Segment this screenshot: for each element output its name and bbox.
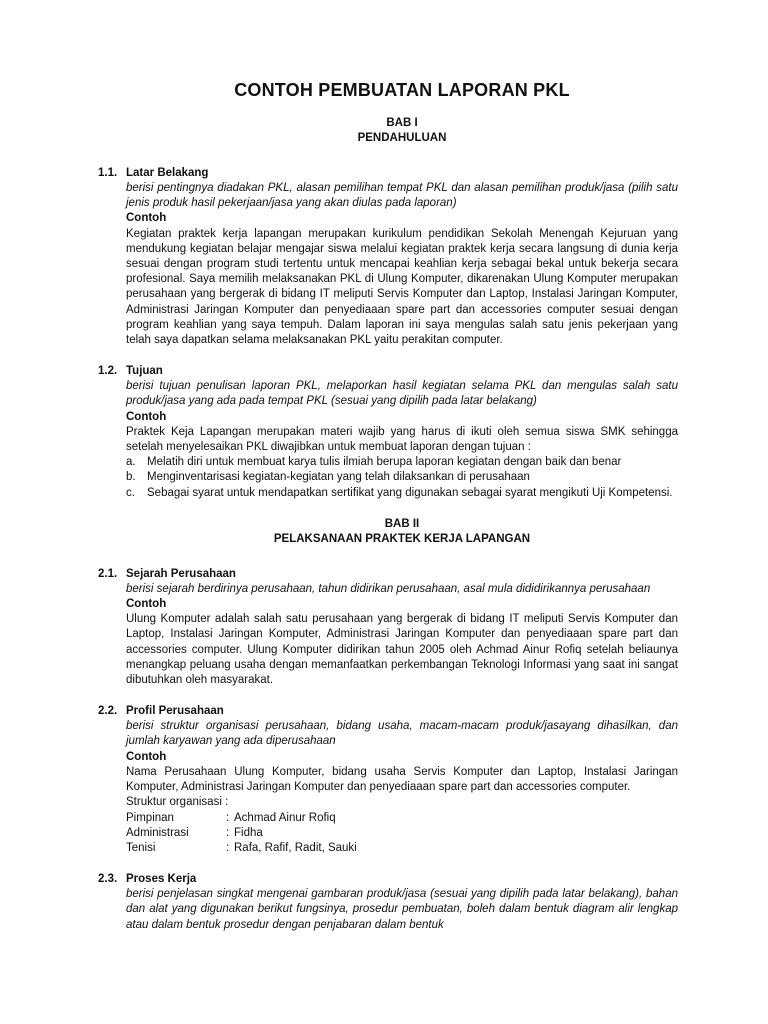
org-row — [126, 841, 678, 856]
section-number: 1.2. — [98, 365, 118, 378]
section-number: 2.2. — [98, 705, 118, 718]
org-name: Achmad Ainur Rofiq — [234, 811, 336, 824]
section-description: berisi struktur organisasi perusahaan, bidang usaha, macam-macam produk/jasayang dihasilkan, dan jumlah karyawan yang ada diperusahaan — [126, 720, 678, 748]
section-heading: Profil Perusahaan — [126, 705, 224, 718]
org-role: Administrasi — [126, 826, 189, 839]
example-label: Contoh — [126, 750, 167, 763]
list-item — [126, 486, 678, 501]
list-item — [126, 470, 678, 485]
section-heading: Sejarah Perusahaan — [126, 567, 236, 580]
list-marker: a. — [126, 456, 136, 469]
section-sejarah-perusahaan — [98, 567, 678, 688]
list-item — [126, 455, 678, 470]
section-heading: Tujuan — [126, 365, 163, 378]
section-tujuan — [98, 364, 678, 501]
section-latar-belakang — [98, 166, 678, 348]
list-marker: b. — [126, 471, 136, 484]
section-number: 2.3. — [98, 873, 118, 886]
org-name: Fidha — [234, 826, 263, 839]
section-proses-kerja — [98, 872, 678, 933]
section-description: berisi tujuan penulisan laporan PKL, melaporkan hasil kegiatan selama PKL dan mengulas salah satu produk/jasa yang ada pada tempat PKL (sesuai yang dipilih pada latar belakang) — [126, 380, 678, 408]
section-heading: Latar Belakang — [126, 167, 209, 179]
org-row — [126, 826, 678, 841]
example-label: Contoh — [126, 212, 167, 225]
org-structure-label: Struktur organisasi : — [126, 796, 229, 809]
document-title: CONTOH PEMBUATAN LAPORAN PKL — [234, 80, 570, 100]
section-number: 2.1. — [98, 567, 118, 580]
list-text: Melatih diri untuk membuat karya tulis ilmiah berupa laporan kegiatan dengan baik dan benar — [147, 456, 622, 469]
example-label: Contoh — [126, 598, 167, 611]
objectives-list — [126, 455, 678, 501]
section-description: berisi pentingnya diadakan PKL, alasan pemilihan tempat PKL dan alasan pemilihan produk/jasa (pilih satu jenis produk hasil pekerjaan/jasa yang akan diulas pada laporan) — [126, 182, 678, 210]
org-separator: : — [226, 826, 230, 839]
org-separator: : — [226, 841, 230, 854]
list-text: Menginventarisasi kegiatan-kegiatan yang telah dilaksankan di perusahaan — [147, 471, 530, 484]
section-description: berisi sejarah berdirinya perusahaan, tahun didirikan perusahaan, asal mula dididirikannya perusahaan — [126, 582, 651, 595]
section-heading: Proses Kerja — [126, 873, 197, 886]
list-marker: c. — [126, 486, 135, 499]
section-number: 1.1. — [98, 167, 118, 179]
org-separator: : — [226, 811, 230, 824]
chapter-1-label: BAB I — [386, 117, 418, 129]
chapter-2-name: PELAKSANAAN PRAKTEK KERJA LAPANGAN — [273, 532, 531, 545]
section-description: berisi penjelasan singkat mengenai gambaran produk/jasa (sesuai yang dipilih pada latar belakang), bahan dan alat yang digunakan berikut fungsinya, prosedur pembuatan, boleh dalam bentuk diagram alir lengkap atau dalam bentuk prosedur dengan penjabaran dalam bentuk — [126, 888, 678, 931]
org-name: Rafa, Rafif, Radit, Sauki — [234, 841, 357, 854]
org-role: Pimpinan — [126, 811, 174, 824]
example-paragraph: Kegiatan praktek kerja lapangan merupakan kurikulum pendidikan Sekolah Menengah Kejuruan yang mendukung kegiatan belajar mengajar siswa melalui kegiatan praktek kerja secara langsung di dunia kerja sesuai dengan program studi tertentu untuk mencapai keahlian kerja sebagai bekal untuk bekerja secara profesional. Saya memilih melaksanakan PKL di Ulung Komputer, dikarenakan Ulung Komputer merupakan perusahaan yang bergerak di bidang IT meliputi Servis Komputer dan Laptop, Instalasi Jaringan Komputer, Administrasi Jaringan Komputer dan penyediaaan spare part dan accessories computer sesuai dengan program keahlian yang saya tempuh. Dalam laporan ini saya mengulas salah satu jenis pekerjaan yang telah saya dapatkan selama melaksanakan PKL yaitu perakitan computer. — [126, 227, 678, 347]
example-paragraph: Praktek Keja Lapangan merupakan materi wajib yang harus di ikuti oleh semua siswa SMK sehingga setelah menyelesaikan PKL diwajibkan untuk membuat laporan dengan tujuan : — [126, 425, 678, 454]
section-profil-perusahaan — [98, 704, 678, 856]
example-paragraph: Nama Perusahaan Ulung Komputer, bidang usaha Servis Komputer dan Laptop, Instalasi Jaringan Komputer, Administrasi Jaringan Komputer dan penyediaaan spare part dan accessories computer. — [126, 765, 678, 794]
org-role: Tenisi — [126, 841, 156, 854]
list-text: Sebagai syarat untuk mendapatkan sertifikat yang digunakan sebagai syarat mengikuti Uji Kompetensi. — [147, 486, 673, 499]
org-row — [126, 811, 678, 826]
chapter-2-label: BAB II — [384, 517, 420, 530]
chapter-1-name: PENDAHULUAN — [357, 132, 447, 144]
example-paragraph: Ulung Komputer adalah salah satu perusahaan yang bergerak di bidang IT meliputi Servis Komputer dan Laptop, Instalasi Jaringan Komputer, Administrasi Jaringan Komputer dan penyediaaan spare part dan accessories computer. Ulung Komputer didirikan tahun 2005 oleh Achmad Ainur Rofiq setelah beliaunya menangkap peluang usaha dengan memanfaatkan perkembangan Teknologi Informasi yang saat ini sangat dibutuhkan oleh masyarakat. — [126, 613, 678, 687]
example-label: Contoh — [126, 410, 167, 423]
